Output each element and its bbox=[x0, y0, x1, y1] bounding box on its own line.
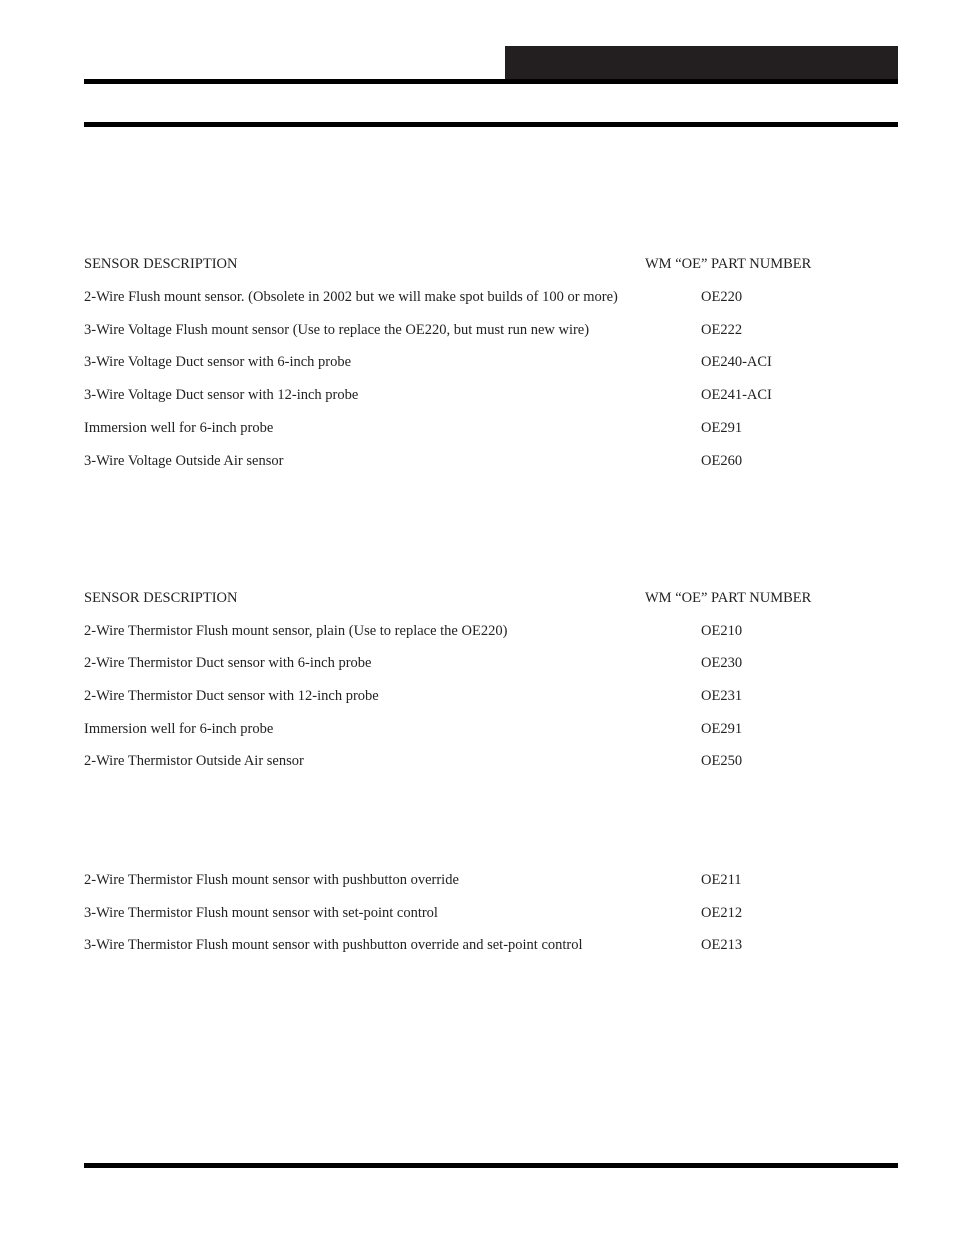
sensor-description: 3-Wire Voltage Duct sensor with 12-inch probe bbox=[84, 387, 359, 403]
table-row bbox=[84, 319, 898, 341]
part-number: OE291 bbox=[701, 420, 743, 436]
header-rule-bottom bbox=[84, 122, 898, 127]
part-number: OE231 bbox=[701, 688, 743, 704]
table-row bbox=[84, 934, 898, 956]
part-number: OE291 bbox=[701, 721, 743, 737]
part-number-column-header: WM “OE” PART NUMBER bbox=[645, 256, 812, 272]
sensor-description: Immersion well for 6-inch probe bbox=[84, 420, 274, 436]
table-row bbox=[84, 384, 898, 406]
table-row bbox=[84, 417, 898, 439]
table-row bbox=[84, 351, 898, 373]
table-row bbox=[84, 750, 898, 772]
sensor-description: 3-Wire Voltage Flush mount sensor (Use to replace the OE220, but must run new wire) bbox=[84, 322, 590, 338]
table-row bbox=[84, 685, 898, 707]
table-row bbox=[84, 902, 898, 924]
part-number: OE250 bbox=[701, 753, 743, 769]
part-number: OE210 bbox=[701, 623, 743, 639]
part-number: OE230 bbox=[701, 655, 743, 671]
sensor-description: 2-Wire Flush mount sensor. (Obsolete in 2002 but we will make spot builds of 100 or more) bbox=[84, 289, 618, 305]
sensor-description: 2-Wire Thermistor Duct sensor with 12-inch probe bbox=[84, 688, 379, 704]
sensor-description: 2-Wire Thermistor Duct sensor with 6-inch probe bbox=[84, 655, 372, 671]
footer-rule bbox=[84, 1163, 898, 1168]
sensor-description: 3-Wire Thermistor Flush mount sensor with pushbutton override and set-point control bbox=[84, 937, 583, 953]
table-row bbox=[84, 620, 898, 642]
table1-header-row bbox=[84, 253, 898, 275]
part-number: OE212 bbox=[701, 905, 743, 921]
table-row bbox=[84, 718, 898, 740]
sensor-description: 2-Wire Thermistor Flush mount sensor, plain (Use to replace the OE220) bbox=[84, 623, 508, 639]
sensor-description: 3-Wire Voltage Outside Air sensor bbox=[84, 453, 284, 469]
part-number: OE220 bbox=[701, 289, 743, 305]
table-row bbox=[84, 286, 898, 308]
table-row bbox=[84, 450, 898, 472]
part-number: OE241-ACI bbox=[701, 387, 772, 403]
sensor-description: Immersion well for 6-inch probe bbox=[84, 721, 274, 737]
sensor-description: 3-Wire Voltage Duct sensor with 6-inch probe bbox=[84, 354, 352, 370]
table-row bbox=[84, 652, 898, 674]
sensor-description: 2-Wire Thermistor Flush mount sensor with pushbutton override bbox=[84, 872, 459, 888]
part-number: OE240-ACI bbox=[701, 354, 772, 370]
description-column-header: SENSOR DESCRIPTION bbox=[84, 256, 238, 272]
header-rule-top bbox=[84, 79, 898, 84]
table-row bbox=[84, 869, 898, 891]
sensor-description: 3-Wire Thermistor Flush mount sensor with set-point control bbox=[84, 905, 438, 921]
part-number: OE213 bbox=[701, 937, 743, 953]
header-black-box bbox=[505, 46, 898, 80]
part-number: OE222 bbox=[701, 322, 743, 338]
part-number: OE260 bbox=[701, 453, 743, 469]
table2-header-row bbox=[84, 587, 898, 609]
sensor-description: 2-Wire Thermistor Outside Air sensor bbox=[84, 753, 304, 769]
description-column-header: SENSOR DESCRIPTION bbox=[84, 590, 238, 606]
part-number-column-header: WM “OE” PART NUMBER bbox=[645, 590, 812, 606]
part-number: OE211 bbox=[701, 872, 742, 888]
